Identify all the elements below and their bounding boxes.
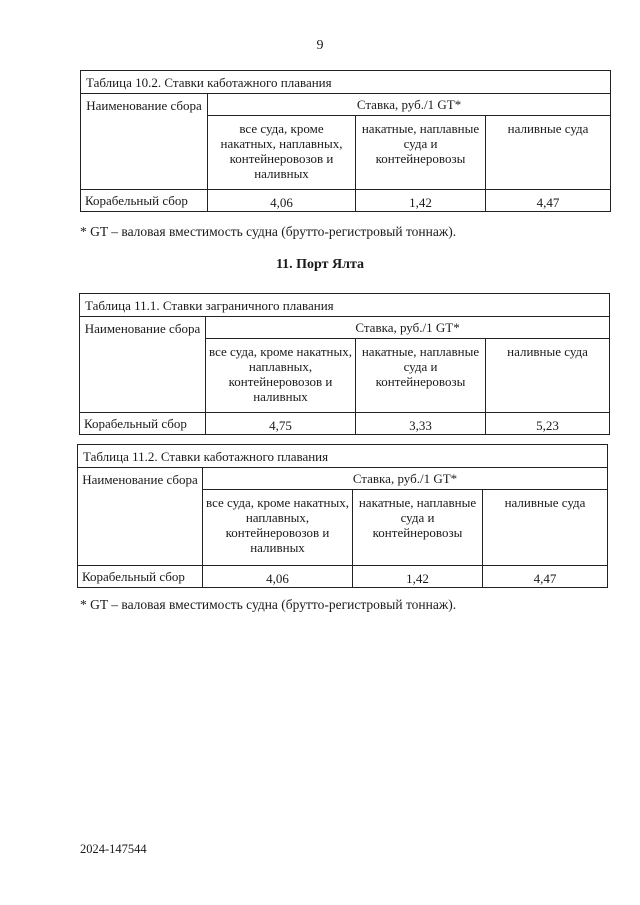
subheader-general-vessels: все суда, кроме накатных, наплавных, контейнеровозов и наливных [206, 339, 356, 413]
rates-table-11-1 [79, 293, 610, 435]
subheader-tankers: наливные суда [486, 339, 610, 413]
value-tankers: 4,47 [486, 190, 611, 212]
rate-header: Ставка, руб./1 GT* [206, 317, 610, 339]
row-label: Корабельный сбор [80, 413, 206, 435]
subheader-roro-container: накатные, наплавные суда и контейнеровозы [356, 339, 486, 413]
value-roro-container: 3,33 [356, 413, 486, 435]
rates-table-11-2 [77, 444, 608, 588]
document-id: 2024-147544 [80, 842, 147, 856]
subheader-general-vessels: все суда, кроме накатных, наплавных, контейнеровозов и наливных [203, 490, 353, 566]
row-label: Корабельный сбор [81, 190, 208, 212]
subheader-tankers: наливные суда [486, 116, 611, 190]
page-number: 9 [316, 38, 324, 53]
footnote: * GT – валовая вместимость судна (брутто-регистровый тоннаж). [80, 224, 457, 239]
rates-table-10-2 [80, 70, 611, 212]
fee-name-header: Наименование сбора [78, 468, 203, 566]
value-roro-container: 1,42 [356, 190, 486, 212]
fee-name-header: Наименование сбора [80, 317, 206, 413]
table-caption: Таблица 11.2. Ставки каботажного плавания [78, 445, 608, 468]
footnote: * GT – валовая вместимость судна (брутто-регистровый тоннаж). [80, 597, 457, 612]
section-title: 11. Порт Ялта [275, 257, 365, 272]
value-tankers: 5,23 [486, 413, 610, 435]
subheader-roro-container: накатные, наплавные суда и контейнеровозы [356, 116, 486, 190]
subheader-tankers: наливные суда [483, 490, 608, 566]
value-tankers: 4,47 [483, 566, 608, 588]
subheader-roro-container: накатные, наплавные суда и контейнеровозы [353, 490, 483, 566]
rate-header: Ставка, руб./1 GT* [208, 94, 611, 116]
table-caption: Таблица 11.1. Ставки заграничного плавания [80, 294, 610, 317]
row-label: Корабельный сбор [78, 566, 203, 588]
fee-name-header: Наименование сбора [81, 94, 208, 190]
value-general-vessels: 4,75 [206, 413, 356, 435]
value-general-vessels: 4,06 [203, 566, 353, 588]
rate-header: Ставка, руб./1 GT* [203, 468, 608, 490]
table-caption: Таблица 10.2. Ставки каботажного плавания [81, 71, 611, 94]
subheader-general-vessels: все суда, кроме накатных, наплавных, контейнеровозов и наливных [208, 116, 356, 190]
value-roro-container: 1,42 [353, 566, 483, 588]
value-general-vessels: 4,06 [208, 190, 356, 212]
